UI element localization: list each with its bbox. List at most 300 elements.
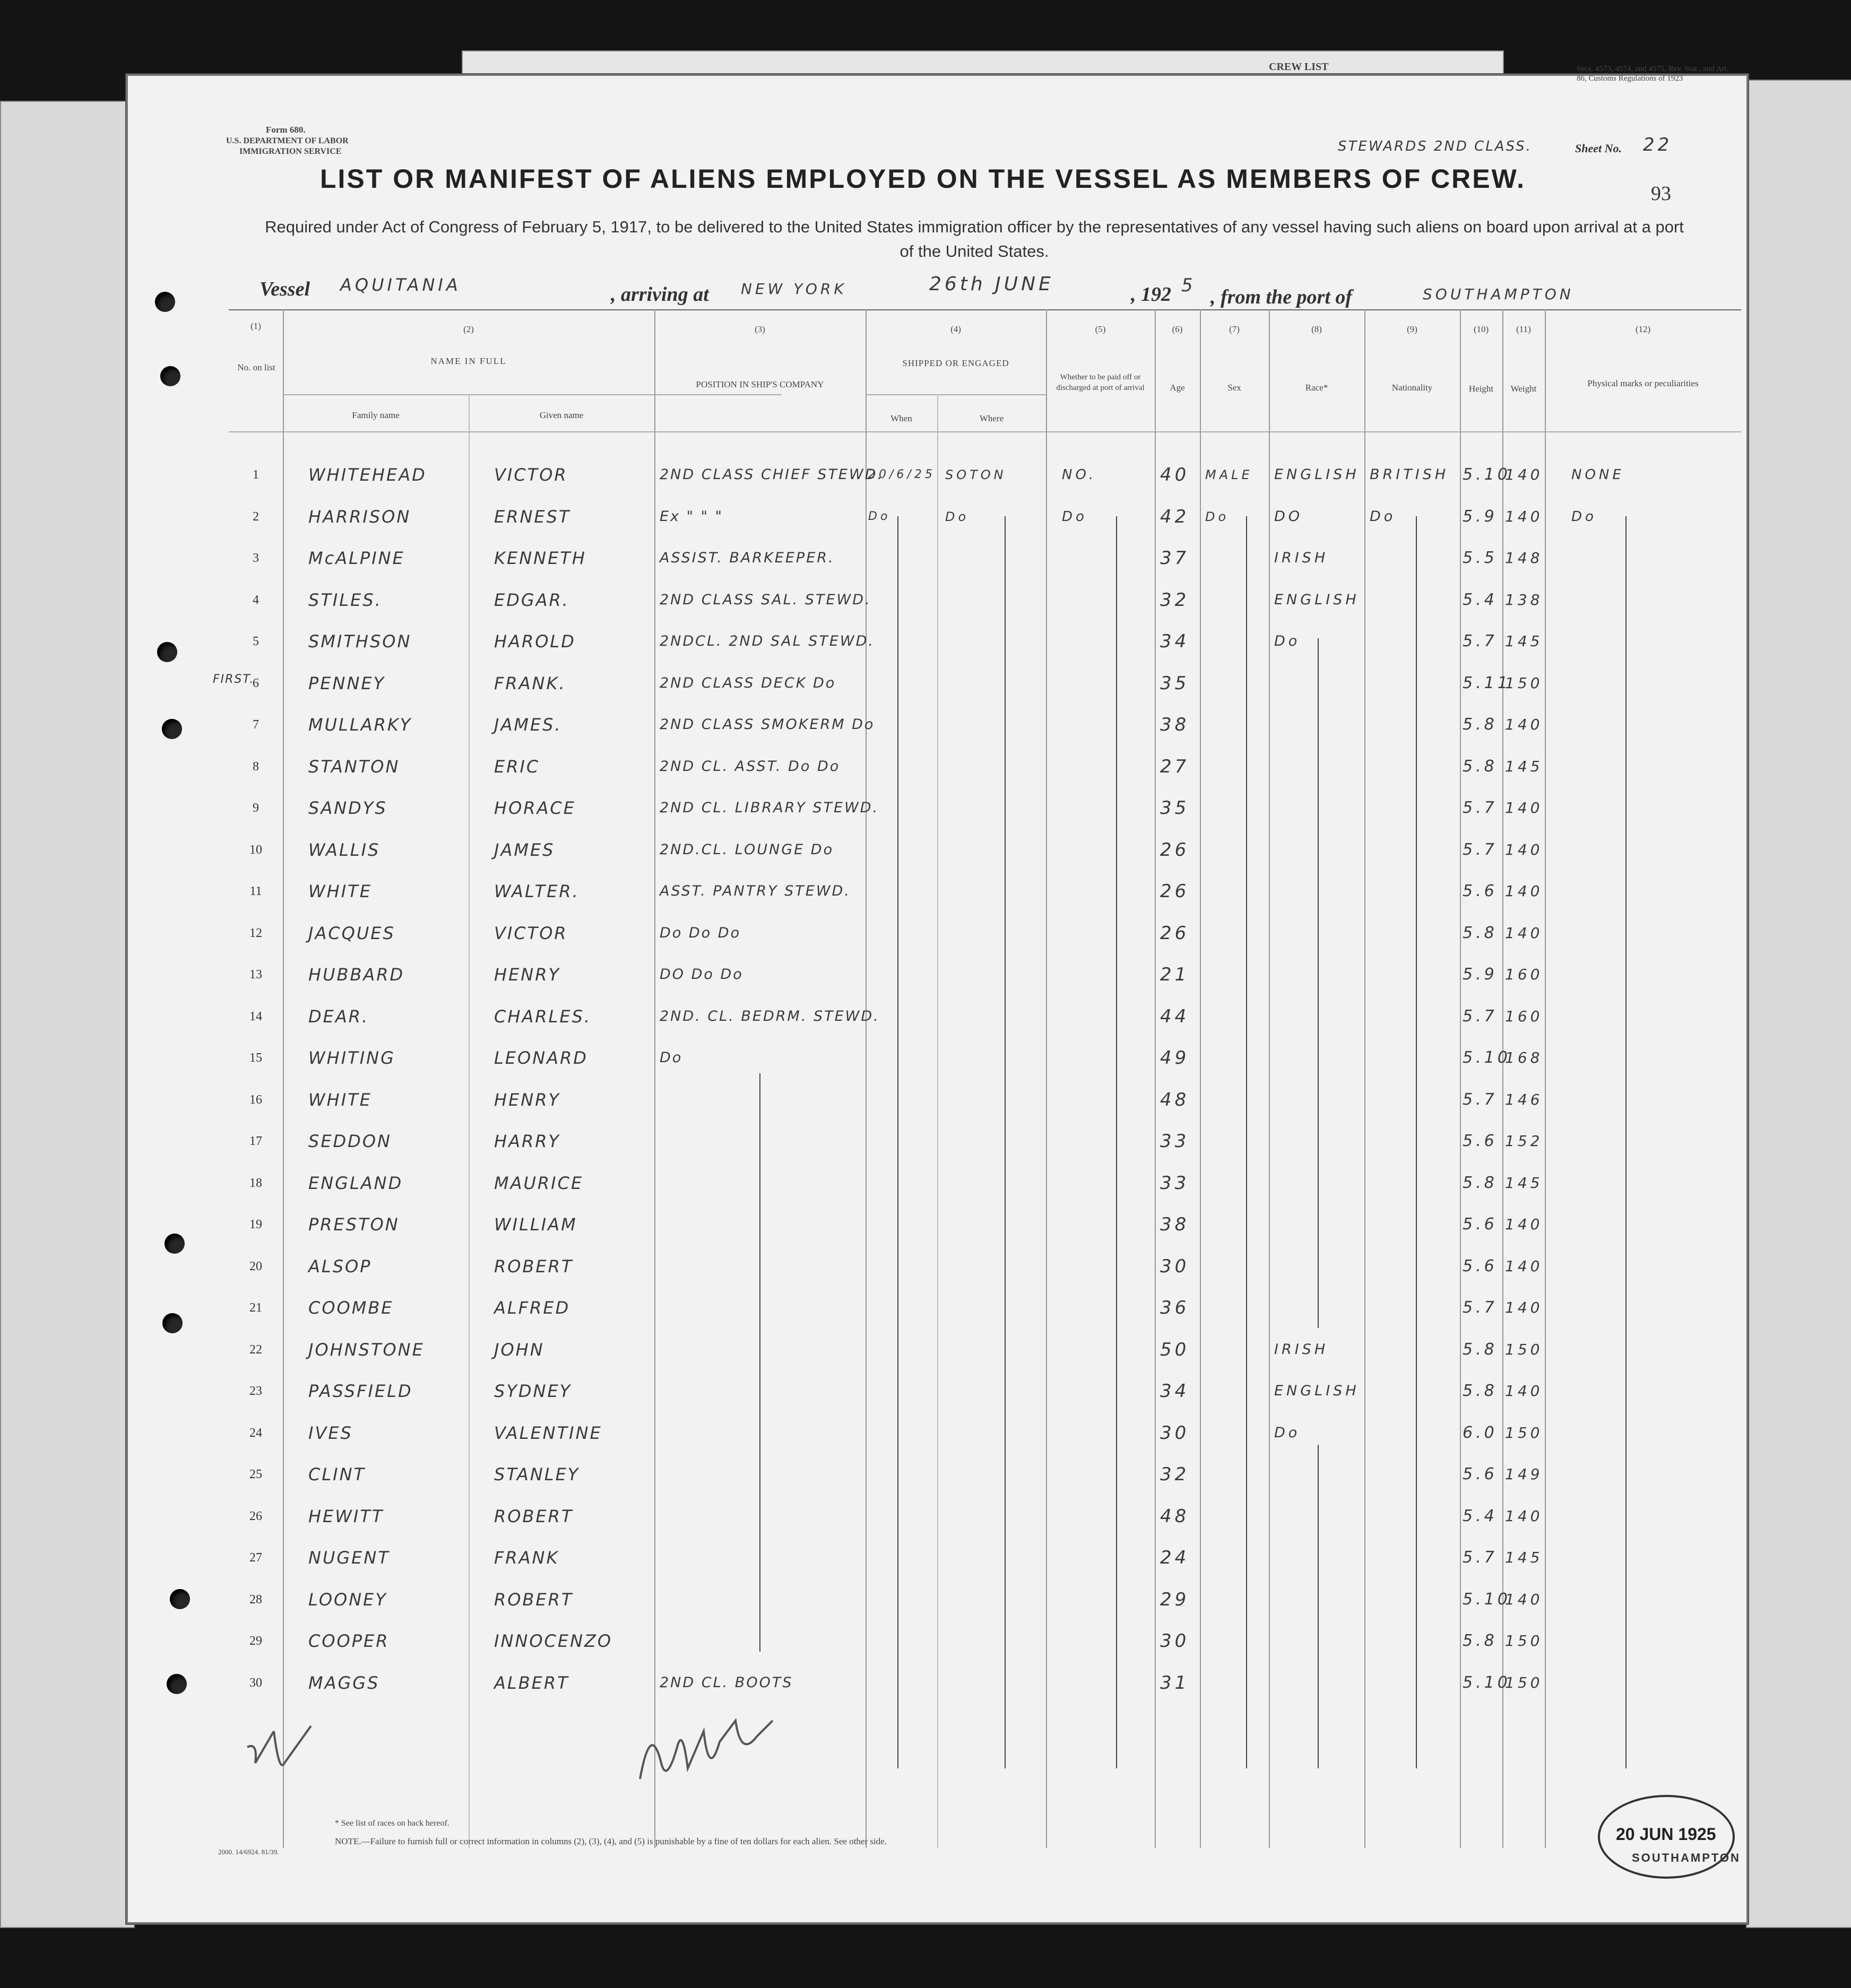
crew-row <box>128 1121 1746 1162</box>
physical-marks <box>1571 787 1731 829</box>
manifest-title: LIST OR MANIFEST OF ALIENS EMPLOYED ON THE VESSEL AS MEMBERS OF CREW. <box>320 164 1526 194</box>
shipped-when <box>868 579 937 621</box>
crew-row <box>128 621 1746 662</box>
age: 48 <box>1160 1089 1190 1110</box>
penalty-note: NOTE.—Failure to furnish full or correct information in columns (2), (3), (4), and (5) is punishable by a fine of ten dollars for each alien. See other side. <box>335 1836 887 1846</box>
height: 5.5 <box>1463 549 1498 567</box>
row-number: 12 <box>249 926 262 940</box>
paid-off <box>1062 746 1155 787</box>
height: 5.7 <box>1463 1298 1498 1317</box>
nationality <box>1370 871 1460 912</box>
row-number: 13 <box>249 968 262 982</box>
family-name: COOPER <box>308 1631 390 1651</box>
height: 5.9 <box>1463 965 1498 984</box>
family-name: STANTON <box>308 756 400 777</box>
nationality <box>1370 1412 1460 1454</box>
height: 5.6 <box>1463 1256 1498 1275</box>
paid-off <box>1062 1454 1155 1495</box>
sex <box>1205 1454 1269 1495</box>
row-number: 16 <box>249 1092 262 1107</box>
physical-marks <box>1571 1329 1731 1370</box>
sex <box>1205 1620 1269 1662</box>
position <box>660 1246 866 1287</box>
row-number: 27 <box>249 1551 262 1565</box>
physical-marks <box>1571 954 1731 995</box>
position <box>660 1079 866 1121</box>
col-10-number: (10) <box>1473 324 1489 334</box>
weight: 160 <box>1505 1007 1543 1025</box>
row-number: 7 <box>253 718 259 732</box>
row-number: 17 <box>249 1134 262 1148</box>
paid-off <box>1062 621 1155 662</box>
height: 5.4 <box>1463 1506 1498 1525</box>
position: 2ND CLASS SMOKERM Do <box>660 716 875 733</box>
age: 30 <box>1160 1422 1190 1444</box>
age: 33 <box>1160 1131 1190 1152</box>
row-number: 1 <box>253 468 259 482</box>
physical-marks <box>1571 1454 1731 1495</box>
signature-right <box>629 1699 789 1805</box>
crew-row <box>128 1079 1746 1121</box>
weight: 148 <box>1505 549 1543 567</box>
weight: 152 <box>1505 1132 1543 1150</box>
arrival-port: NEW YORK <box>741 280 847 298</box>
shipped-where <box>945 579 1046 621</box>
col-given-name: Given name <box>539 410 584 420</box>
arrival-date: 26th JUNE <box>929 273 1054 295</box>
race-footnote: * See list of races on back hereof. <box>335 1819 449 1828</box>
height: 5.11 <box>1463 673 1511 692</box>
height: 5.8 <box>1463 923 1498 942</box>
age: 31 <box>1160 1672 1190 1694</box>
position: 2ND CL. BOOTS <box>660 1674 793 1691</box>
shipped-where <box>945 913 1046 954</box>
race: Do <box>1274 633 1301 649</box>
physical-marks <box>1571 1620 1731 1662</box>
paid-off <box>1062 1537 1155 1578</box>
row-number: 4 <box>253 593 259 607</box>
shipped-when <box>868 663 937 704</box>
shipped-when: 20/6/25 <box>868 468 936 481</box>
given-name: VICTOR <box>494 465 568 485</box>
paid-off <box>1062 996 1155 1037</box>
crew-row <box>128 454 1746 496</box>
crew-row <box>128 913 1746 954</box>
shipped-when <box>868 954 937 995</box>
sex <box>1205 1204 1269 1245</box>
crew-row <box>128 704 1746 745</box>
position: 2ND CL. ASST. Do Do <box>660 758 841 775</box>
height: 5.10 <box>1463 465 1511 484</box>
col-6-number: (6) <box>1172 324 1183 334</box>
shipped-where <box>945 746 1046 787</box>
race <box>1274 1121 1364 1162</box>
shipped-where <box>945 1454 1046 1495</box>
physical-marks <box>1571 1079 1731 1121</box>
nationality <box>1370 829 1460 871</box>
sex <box>1205 1496 1269 1537</box>
physical-marks <box>1571 1579 1731 1620</box>
col-paid-off: Whether to be paid off or discharged at port of arrival <box>1056 373 1145 392</box>
sex <box>1205 1037 1269 1079</box>
sex <box>1205 787 1269 829</box>
punch-hole <box>165 1234 185 1254</box>
punch-hole <box>155 292 175 312</box>
crew-row <box>128 1579 1746 1620</box>
signature-left <box>242 1710 338 1795</box>
physical-marks <box>1571 1412 1731 1454</box>
crew-row <box>128 787 1746 829</box>
crew-list-label: CREW LIST <box>1269 61 1329 73</box>
height: 5.7 <box>1463 1090 1498 1109</box>
nationality <box>1370 1662 1460 1704</box>
height: 5.6 <box>1463 1132 1498 1150</box>
sex <box>1205 1287 1269 1329</box>
crew-row <box>128 1246 1746 1287</box>
physical-marks <box>1571 1287 1731 1329</box>
col-9-number: (9) <box>1407 324 1417 334</box>
race <box>1274 1162 1364 1204</box>
nationality <box>1370 1037 1460 1079</box>
height: 5.7 <box>1463 1006 1498 1026</box>
physical-marks <box>1571 871 1731 912</box>
col-nationality: Nationality <box>1391 383 1433 393</box>
paid-off <box>1062 579 1155 621</box>
weight: 149 <box>1505 1465 1543 1483</box>
paid-off <box>1062 1496 1155 1537</box>
height: 5.10 <box>1463 1590 1511 1609</box>
row-number: 2 <box>253 509 259 524</box>
department-label: STEWARDS 2ND CLASS. <box>1338 138 1532 154</box>
crew-row <box>128 996 1746 1037</box>
weight: 140 <box>1505 882 1543 900</box>
position: ASST. PANTRY STEWD. <box>660 883 851 899</box>
height: 5.4 <box>1463 590 1498 609</box>
position <box>660 1121 866 1162</box>
shipped-when <box>868 1121 937 1162</box>
family-name: LOONEY <box>308 1589 387 1610</box>
age: 42 <box>1160 506 1190 527</box>
col-5-number: (5) <box>1095 324 1106 334</box>
given-name: HARRY <box>494 1131 560 1151</box>
sex <box>1205 1079 1269 1121</box>
shipped-when <box>868 1537 937 1578</box>
paid-off <box>1062 1620 1155 1662</box>
manifest-sheet <box>126 61 1748 1924</box>
shipped-where <box>945 1412 1046 1454</box>
shipped-where <box>945 1662 1046 1704</box>
family-name: PRESTON <box>308 1214 400 1235</box>
shipped-where <box>945 1162 1046 1204</box>
paid-off <box>1062 787 1155 829</box>
family-name: MULLARKY <box>308 715 412 735</box>
physical-marks <box>1571 1370 1731 1412</box>
crew-row <box>128 829 1746 871</box>
page-number: 93 <box>1651 183 1671 205</box>
header-bottom-border <box>229 431 1741 432</box>
col-7-number: (7) <box>1229 324 1240 334</box>
shipped-when <box>868 1287 937 1329</box>
given-name: ROBERT <box>494 1506 574 1526</box>
col-12-number: (12) <box>1635 324 1651 334</box>
shipped-where <box>945 621 1046 662</box>
paid-off <box>1062 1370 1155 1412</box>
family-name: WHITEHEAD <box>308 465 427 485</box>
paid-off <box>1062 537 1155 579</box>
physical-marks <box>1571 996 1731 1037</box>
age: 50 <box>1160 1339 1190 1360</box>
shipped-where <box>945 1620 1046 1662</box>
family-name: PASSFIELD <box>308 1381 413 1401</box>
age: 32 <box>1160 589 1190 611</box>
nationality <box>1370 1287 1460 1329</box>
shipped-where <box>945 537 1046 579</box>
given-name: SYDNEY <box>494 1381 572 1401</box>
col-11-number: (11) <box>1516 324 1531 334</box>
race: DO <box>1274 508 1303 525</box>
background-sheet-left <box>0 101 135 1928</box>
row-number: 23 <box>249 1384 262 1398</box>
position: Do <box>660 1049 683 1066</box>
race <box>1274 663 1364 704</box>
family-name: WHITING <box>308 1048 395 1068</box>
paid-off <box>1062 663 1155 704</box>
nationality <box>1370 996 1460 1037</box>
sex <box>1205 1412 1269 1454</box>
paid-off <box>1062 829 1155 871</box>
nationality <box>1370 1329 1460 1370</box>
row-number: 30 <box>249 1676 262 1690</box>
sex <box>1205 1246 1269 1287</box>
sex <box>1205 1662 1269 1704</box>
shipped-where <box>945 1287 1046 1329</box>
stamp-date: 20 JUN 1925 <box>1616 1825 1716 1844</box>
height: 5.7 <box>1463 632 1498 650</box>
physical-marks <box>1571 579 1731 621</box>
shipped-where <box>945 1121 1046 1162</box>
nationality: BRITISH <box>1370 466 1449 483</box>
crew-row <box>128 954 1746 995</box>
shipped-where <box>945 1579 1046 1620</box>
sheet-number: 22 <box>1643 134 1673 155</box>
shipped-when <box>868 537 937 579</box>
given-name: WALTER. <box>494 881 579 901</box>
family-name: SANDYS <box>308 798 387 818</box>
weight: 140 <box>1505 1590 1543 1608</box>
age: 49 <box>1160 1047 1190 1069</box>
age: 27 <box>1160 756 1190 777</box>
weight: 150 <box>1505 1340 1543 1358</box>
shipped-where <box>945 1037 1046 1079</box>
position: Do Do Do <box>660 924 741 941</box>
col-name-in-full: NAME IN FULL <box>430 356 507 366</box>
col-8-number: (8) <box>1311 324 1322 334</box>
given-name: MAURICE <box>494 1173 584 1193</box>
row-number: 14 <box>249 1009 262 1023</box>
punch-hole <box>170 1589 190 1609</box>
family-name: PENNEY <box>308 673 386 693</box>
weight: 140 <box>1505 840 1543 858</box>
weight: 145 <box>1505 1549 1543 1566</box>
height: 5.7 <box>1463 798 1498 817</box>
race <box>1274 1454 1364 1495</box>
row-number: 5 <box>253 635 259 648</box>
nationality <box>1370 1079 1460 1121</box>
row-number: 26 <box>249 1509 262 1523</box>
shipped-when <box>868 787 937 829</box>
form-number: Form 680. <box>266 125 306 135</box>
race <box>1274 1204 1364 1245</box>
nationality <box>1370 1121 1460 1162</box>
physical-marks <box>1571 1037 1731 1079</box>
weight: 146 <box>1505 1090 1543 1108</box>
paid-off <box>1062 1037 1155 1079</box>
crew-row <box>128 1412 1746 1454</box>
age: 40 <box>1160 464 1190 485</box>
shipped-when <box>868 704 937 745</box>
weight: 168 <box>1505 1049 1543 1066</box>
punch-hole <box>162 719 182 739</box>
physical-marks <box>1571 1537 1731 1578</box>
sex <box>1205 1162 1269 1204</box>
physical-marks <box>1571 1162 1731 1204</box>
age: 38 <box>1160 714 1190 735</box>
shipped-where <box>945 1370 1046 1412</box>
age: 37 <box>1160 548 1190 569</box>
physical-marks <box>1571 663 1731 704</box>
shipped-when <box>868 829 937 871</box>
col-weight: Weight <box>1510 384 1537 394</box>
position: 2ND. CL. BEDRM. STEWD. <box>660 1008 880 1025</box>
sex <box>1205 1370 1269 1412</box>
race <box>1274 954 1364 995</box>
background-sheet-right <box>1746 80 1851 1928</box>
sex <box>1205 621 1269 662</box>
family-name: SMITHSON <box>308 631 412 652</box>
nationality <box>1370 746 1460 787</box>
immigration-stamp <box>1598 1795 1741 1879</box>
paid-off <box>1062 1121 1155 1162</box>
given-name: FRANK <box>494 1548 559 1568</box>
row-number: 28 <box>249 1592 262 1607</box>
weight: 150 <box>1505 1673 1543 1691</box>
race: Do <box>1274 1424 1301 1441</box>
age: 36 <box>1160 1297 1190 1318</box>
race <box>1274 829 1364 871</box>
shipped-where <box>945 1329 1046 1370</box>
shipped-header-divider <box>866 394 1046 395</box>
crew-row <box>128 537 1746 579</box>
family-name: HARRISON <box>308 506 411 527</box>
family-name: NUGENT <box>308 1548 390 1568</box>
shipped-when <box>868 1370 937 1412</box>
family-name: SEDDON <box>308 1131 392 1151</box>
shipped-where <box>945 787 1046 829</box>
punch-hole <box>160 366 180 386</box>
given-name: CHARLES. <box>494 1006 592 1027</box>
row-number: 6 <box>253 676 259 690</box>
age: 35 <box>1160 797 1190 819</box>
given-name: ALBERT <box>494 1672 569 1693</box>
race: ENGLISH <box>1274 466 1360 483</box>
given-name: LEONARD <box>494 1048 588 1068</box>
department-name: U.S. DEPARTMENT OF LABOR <box>226 136 349 145</box>
crew-row <box>128 496 1746 537</box>
nationality <box>1370 787 1460 829</box>
height: 5.7 <box>1463 1548 1498 1567</box>
age: 29 <box>1160 1588 1190 1610</box>
race: ENGLISH <box>1274 1383 1360 1399</box>
requirement-text: Required under Act of Congress of February 5, 1917, to be delivered to the United States immigration officer by the representatives of any vessel having such aliens on board upon arrival at a port of the United States. <box>265 218 1684 261</box>
sex <box>1205 913 1269 954</box>
shipped-where <box>945 1079 1046 1121</box>
vessel-name: AQUITANIA <box>340 275 461 295</box>
crew-row <box>128 1287 1746 1329</box>
paid-off <box>1062 1246 1155 1287</box>
race: ENGLISH <box>1274 591 1360 608</box>
shipped-when <box>868 1412 937 1454</box>
given-name: VALENTINE <box>494 1422 602 1443</box>
family-name: WHITE <box>308 1089 372 1110</box>
given-name: JAMES. <box>494 715 562 735</box>
row-number: 25 <box>249 1468 262 1481</box>
nationality <box>1370 579 1460 621</box>
shipped-when <box>868 1579 937 1620</box>
weight: 150 <box>1505 1632 1543 1650</box>
height: 5.6 <box>1463 882 1498 900</box>
age: 35 <box>1160 672 1190 694</box>
weight: 140 <box>1505 716 1543 733</box>
race <box>1274 1287 1364 1329</box>
shipped-where <box>945 829 1046 871</box>
weight: 138 <box>1505 591 1543 609</box>
paid-off: Do <box>1062 508 1087 525</box>
height: 5.7 <box>1463 840 1498 859</box>
given-name: HENRY <box>494 1089 560 1110</box>
weight: 150 <box>1505 674 1543 692</box>
height: 5.9 <box>1463 507 1498 526</box>
position: 2ND CLASS CHIEF STEWD. <box>660 466 884 483</box>
sex <box>1205 746 1269 787</box>
row-number: 20 <box>249 1259 262 1273</box>
age: 26 <box>1160 839 1190 861</box>
weight: 160 <box>1505 966 1543 983</box>
col-no-on-list: No. on list <box>237 362 275 372</box>
weight: 140 <box>1505 1257 1543 1275</box>
weight: 140 <box>1505 1507 1543 1525</box>
shipped-where <box>945 1496 1046 1537</box>
paid-off <box>1062 954 1155 995</box>
sheet-number-label: Sheet No. <box>1575 142 1622 155</box>
family-name: JOHNSTONE <box>308 1339 425 1360</box>
paid-off <box>1062 913 1155 954</box>
race <box>1274 787 1364 829</box>
col-age: Age <box>1170 383 1185 393</box>
position <box>660 1537 866 1578</box>
weight: 140 <box>1505 1299 1543 1316</box>
race: IRISH <box>1274 550 1329 566</box>
sex <box>1205 1121 1269 1162</box>
sex <box>1205 954 1269 995</box>
sex: MALE <box>1205 467 1253 482</box>
shipped-when <box>868 996 937 1037</box>
sex <box>1205 996 1269 1037</box>
height: 5.8 <box>1463 757 1498 776</box>
physical-marks <box>1571 1496 1731 1537</box>
race <box>1274 1496 1364 1537</box>
nationality <box>1370 1537 1460 1578</box>
crew-row <box>128 1162 1746 1204</box>
